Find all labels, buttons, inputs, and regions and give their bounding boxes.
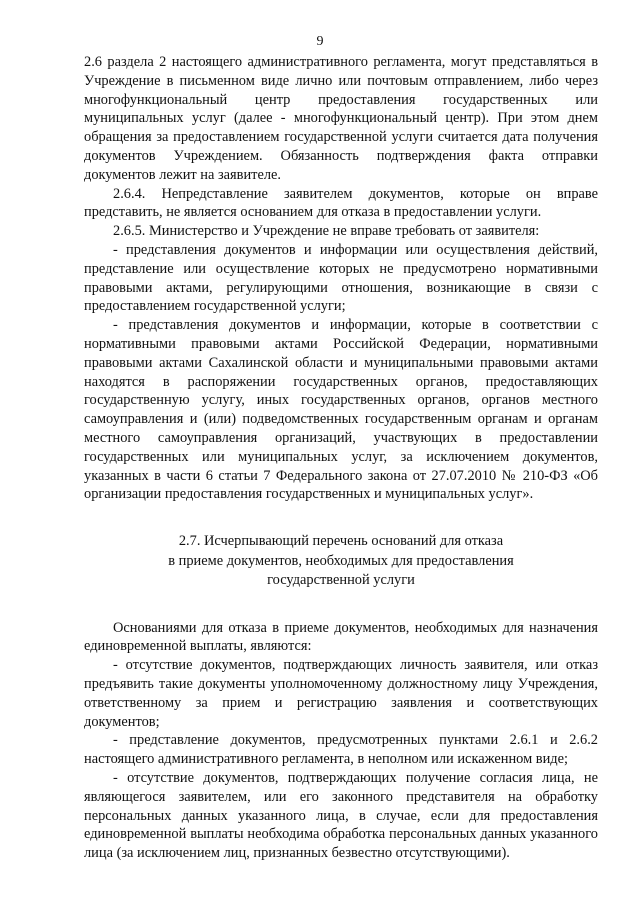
heading-line: 2.7. Исчерпывающий перечень оснований для отказа bbox=[178, 533, 504, 550]
list-item: - представление документов, предусмотренных пунктами 2.6.1 и 2.6.2 настоящего административного регламента, в неполном или искаженном виде; bbox=[84, 732, 598, 768]
heading-line: в приеме документов, необходимых для предоставления bbox=[168, 552, 514, 569]
paragraph-2-6-5: 2.6.5. Министерство и Учреждение не вправе требовать от заявителя: bbox=[113, 223, 540, 240]
page-number: 9 bbox=[316, 34, 324, 49]
list-item: - отсутствие документов, подтверждающих получение согласия лица, не являющегося заявителем, или его законного представителя на обработку персональных данных указанного лица, в случае, если для предоставления единовременной выплаты необходима обработка персональных данных указанного лица (за исключением лиц, признанных безвестно отсутствующими). bbox=[84, 770, 598, 862]
heading-line: государственной услуги bbox=[267, 572, 415, 589]
paragraph-continuation: 2.6 раздела 2 настоящего административного регламента, могут представляться в Учреждение в письменном виде лично или почтовым отправлением, либо через многофункциональный центр предоставления государственных или муниципальных услуг (далее - многофункциональный центр). При этом днем обращения за предоставлением государственной услуги считается дата получения документов Учреждением. Обязанность подтверждения факта отправки документов лежит на заявителе. bbox=[84, 54, 598, 183]
document-body bbox=[84, 53, 598, 863]
section-heading-2-7 bbox=[84, 532, 598, 591]
paragraph-grounds-intro: Основаниями для отказа в приеме документов, необходимых для назначения единовременной выплаты, являются: bbox=[84, 619, 598, 655]
paragraph-2-6-4: 2.6.4. Непредставление заявителем документов, которые он вправе представить, не является основанием для отказа в предоставлении услуги. bbox=[84, 185, 598, 221]
list-item: - представления документов и информации или осуществления действий, представление или осуществление которых не предусмотрено нормативными правовыми актами, регулирующими отношения, возникающие в связи с предоставлением государственной услуги; bbox=[84, 241, 598, 315]
list-item: - отсутствие документов, подтверждающих личность заявителя, или отказ предъявить такие документы уполномоченному должностному лицу Учреждения, ответственному за прием и регистрацию заявления и соответствующих документов; bbox=[84, 657, 598, 730]
list-item: - представления документов и информации, которые в соответствии с нормативными правовыми актами Российской Федерации, нормативными правовыми актами Сахалинской области и муниципальными правовыми актами находятся в распоряжении государственных органов, предоставляющих государственную услугу, иных государственных органов, органов местного самоуправления и (или) подведомственных государственным органам и органам местного самоуправления организаций, участвующих в предоставлении государственных или муниципальных услуг, за исключением документов, указанных в части 6 статьи 7 Федерального закона от 27.07.2010 № 210-ФЗ «Об организации предоставления государственных и муниципальных услуг». bbox=[84, 317, 598, 503]
